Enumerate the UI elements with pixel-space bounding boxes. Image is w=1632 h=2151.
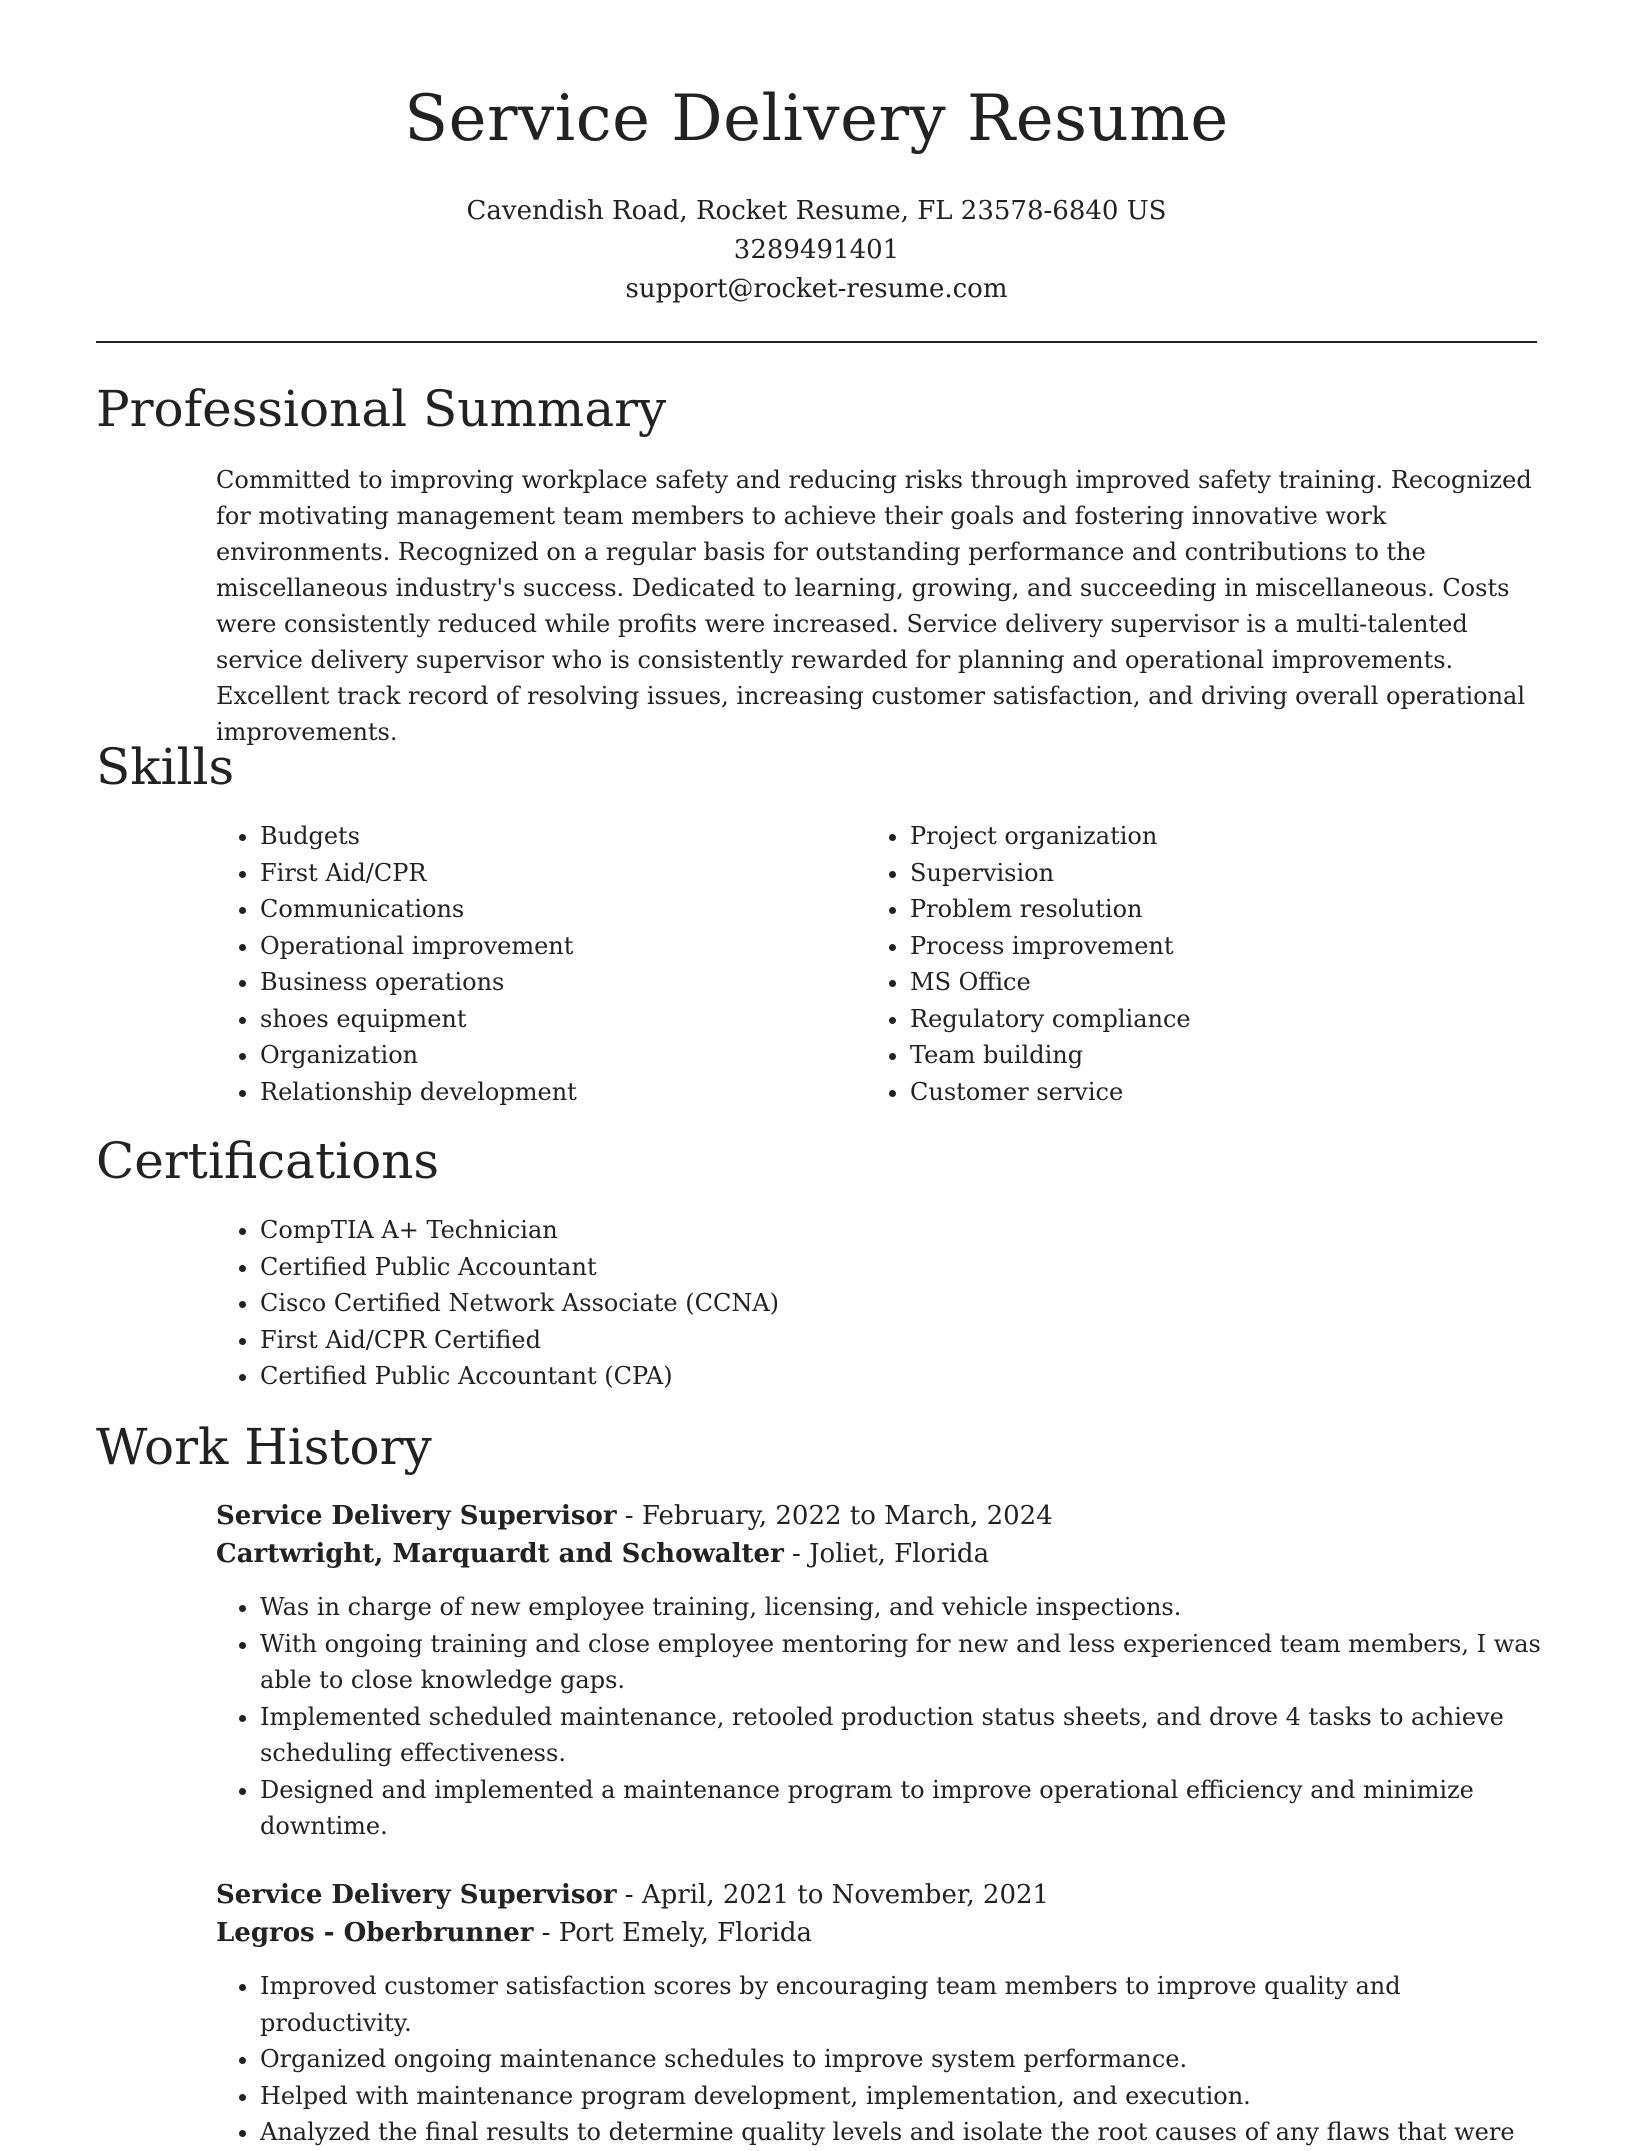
job-bullet: • Improved customer satisfaction scores by encouraging team members to improve quality and productivity. [260, 1968, 1546, 2041]
skill-item: • shoes equipment [260, 1001, 816, 1038]
summary-text: Committed to improving workplace safety and reducing risks through improved safety training. Recognized for motivating management team members to achieve their goals and fostering innovative work environments. Recognized on a regular basis for outstanding performance and contributions to the miscellaneous industry's success. Dedicated to learning, growing, and succeeding in miscellaneous. Costs were consistently reduced while profits were increased. Service delivery supervisor is a multi-talented service delivery supervisor who is consistently rewarded for planning and operational improvements. Excellent track record of resolving issues, increasing customer satisfaction, and driving overall operational improvements. [216, 466, 1532, 746]
job-company-line [216, 1535, 1546, 1573]
skill-item: • Operational improvement [260, 928, 816, 965]
certification-item: • Certified Public Accountant [260, 1249, 1216, 1286]
job-title-line [216, 1497, 1546, 1535]
contact-info [96, 192, 1537, 309]
skill-item: • Customer service [910, 1074, 1466, 1111]
job-dates: - April, 2021 to November, 2021 [616, 1880, 1050, 1910]
job-entry [216, 1876, 1546, 2151]
certification-item: • Cisco Certified Network Associate (CCNA) [260, 1285, 1216, 1322]
job-bullet: • Organized ongoing maintenance schedules to improve system performance. [260, 2041, 1546, 2078]
skill-item: • Budgets [260, 818, 816, 855]
job-bullet: • With ongoing training and close employee mentoring for new and less experienced team members, I was able to close knowledge gaps. [260, 1626, 1546, 1699]
skills-list-right [866, 818, 1466, 1110]
job-bullet: • Designed and implemented a maintenance program to improve operational efficiency and minimize downtime. [260, 1772, 1546, 1845]
skill-item: • Problem resolution [910, 891, 1466, 928]
job-location: - Joliet, Florida [783, 1539, 990, 1569]
work-history-heading: Work History [96, 1418, 432, 1476]
job-bullet: • Analyzed the final results to determine quality levels and isolate the root causes of any flaws that were [260, 2114, 1546, 2151]
phone: 3289491401 [733, 235, 900, 265]
job-bullets [216, 1968, 1546, 2151]
skill-item: • Relationship development [260, 1074, 816, 1111]
job-company: Legros - Oberbrunner [216, 1918, 534, 1948]
certifications-heading: Certifications [96, 1132, 440, 1190]
resume-title: Service Delivery Resume [404, 82, 1229, 156]
job-title-line [216, 1876, 1546, 1914]
certifications-list [216, 1212, 1216, 1395]
certification-item: • First Aid/CPR Certified [260, 1322, 1216, 1359]
certification-item: • CompTIA A+ Technician [260, 1212, 1216, 1249]
job-entry [216, 1497, 1546, 1845]
skill-item: • First Aid/CPR [260, 855, 816, 892]
skill-item: • Organization [260, 1037, 816, 1074]
skill-item: • Process improvement [910, 928, 1466, 965]
address: Cavendish Road, Rocket Resume, FL 23578-6840 US [466, 196, 1167, 226]
job-dates: - February, 2022 to March, 2024 [616, 1501, 1053, 1531]
job-bullets [216, 1589, 1546, 1845]
skill-item: • Project organization [910, 818, 1466, 855]
skill-item: • Regulatory compliance [910, 1001, 1466, 1038]
job-title: Service Delivery Supervisor [216, 1880, 617, 1910]
skills-list-left [216, 818, 816, 1110]
skill-item: • MS Office [910, 964, 1466, 1001]
job-bullet: • Implemented scheduled maintenance, retooled production status sheets, and drove 4 tasks to achieve scheduling effectiveness. [260, 1699, 1546, 1772]
skill-item: • Team building [910, 1037, 1466, 1074]
job-bullet: • Helped with maintenance program development, implementation, and execution. [260, 2078, 1546, 2115]
job-company-line [216, 1914, 1546, 1952]
skill-item: • Supervision [910, 855, 1466, 892]
certification-item: • Certified Public Accountant (CPA) [260, 1358, 1216, 1395]
job-bullet: • Was in charge of new employee training, licensing, and vehicle inspections. [260, 1589, 1546, 1626]
skill-item: • Business operations [260, 964, 816, 1001]
skill-item: • Communications [260, 891, 816, 928]
header-divider [96, 341, 1537, 343]
skills-heading: Skills [96, 738, 235, 796]
email: support@rocket-resume.com [625, 274, 1008, 304]
job-title: Service Delivery Supervisor [216, 1501, 617, 1531]
summary-heading: Professional Summary [96, 380, 667, 438]
job-company: Cartwright, Marquardt and Schowalter [216, 1539, 784, 1569]
job-location: - Port Emely, Florida [533, 1918, 813, 1948]
